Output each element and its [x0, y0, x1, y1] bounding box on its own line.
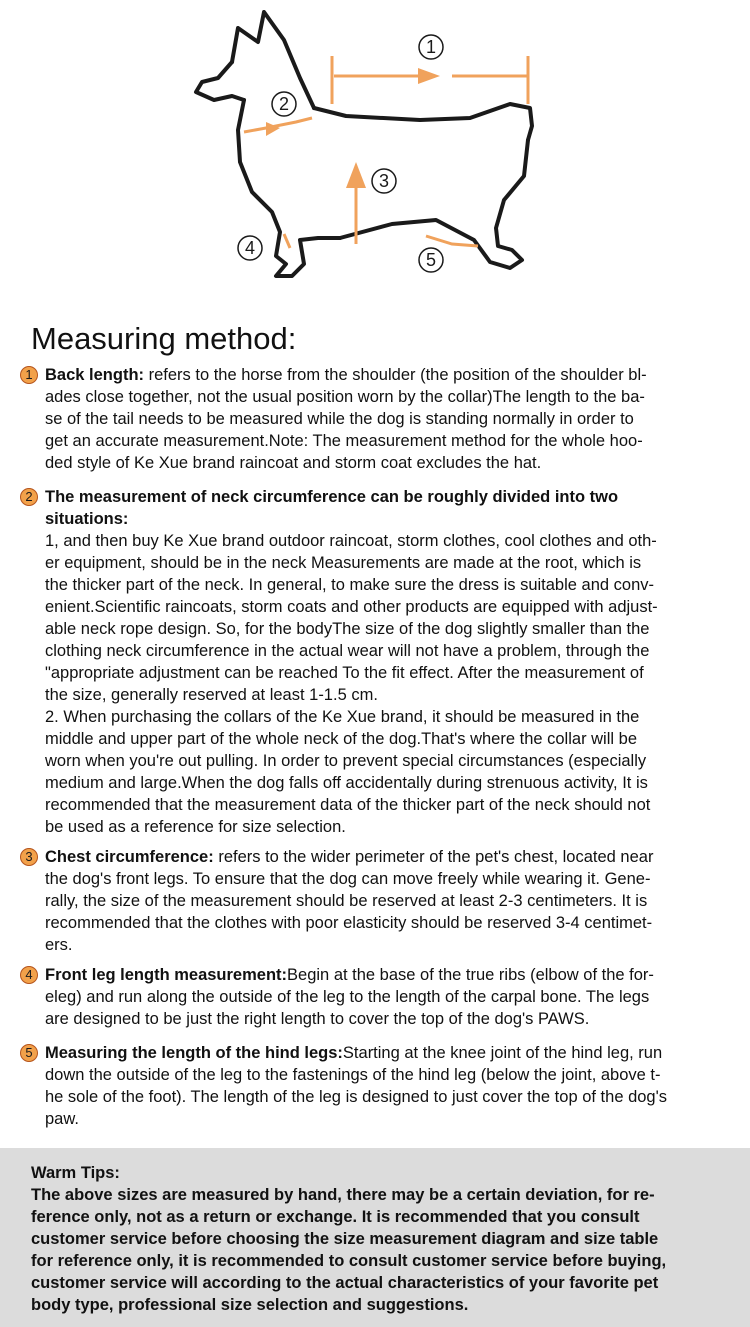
front-leg-line — [284, 234, 290, 248]
neck-line — [244, 118, 312, 132]
diagram-label-4: 4 — [244, 238, 256, 258]
section-text: Front leg length measurement:Begin at the base of the true ribs (elbow of the for- eleg) and run along the outside of the leg to the length of the carpal bone. The legs are designed to be just the right length to cover the top of the dog's PAWS. — [45, 966, 654, 1028]
section-title: Front leg length measurement: — [45, 966, 288, 984]
dog-measurement-diagram — [0, 0, 750, 300]
warm-tips-title: Warm Tips: — [31, 1164, 120, 1182]
section-text: Measuring the length of the hind legs:Starting at the knee joint of the hind leg, run down the outside of the leg to the fastenings of the hind leg (below the joint, above t- he sole of the foot). The length of the leg is designed to just cover the top of the dog's paw. — [45, 1044, 668, 1128]
section-title: The measurement of neck circumference can be roughly divided into two situations: — [45, 488, 619, 528]
section-front-leg-length — [20, 964, 728, 1030]
number-badge-5: 5 — [20, 1044, 38, 1062]
chest-arrowhead — [346, 162, 366, 188]
section-text: Back length: refers to the horse from the shoulder (the position of the shoulder bl- ades close together, not the usual position worn by the collar)The length to the ba- se of the tail needs to be measured while the dog is standing normally in order to get an accurate measurement.Note: The measurement method for the whole hoo- ded style of Ke Xue brand raincoat and storm coat excludes the hat. — [45, 366, 647, 472]
diagram-label-3: 3 — [378, 171, 390, 191]
section-text: The measurement of neck circumference can be roughly divided into two situations: 1, and then buy Ke Xue brand outdoor raincoat, storm clothes, cool clothes and oth- er equipment, should be in the neck Measurements are made at the root, which is the thicker part of the neck. In general, to make sure the dress is suitable and conv- enient.Scientific raincoats, storm coats and other products are equipped with adjust- able neck rope design. So, for the bodyThe size of the dog slightly smaller than the clothing neck circumference in the actual wear will not have a problem, through the "appropriate adjustment can be reached To the fit effect. After the measurement of the size, generally reserved at least 1-1.5 cm. 2. When purchasing the collars of the Ke Xue brand, it should be measured in the middle and upper part of the whole neck of the dog.That's where the collar will be worn when you're out pulling. In order to prevent special circumstances (especially medium and large.When the dog falls off accidentally during strenuous activity, It is recommended that the measurement data of the thicker part of the neck should not be used as a reference for size selection. — [45, 488, 658, 836]
section-title: Chest circumference: — [45, 848, 214, 866]
arrow-heads — [266, 68, 440, 188]
diagram-label-5: 5 — [425, 250, 437, 270]
warm-tips-box — [0, 1148, 750, 1327]
number-badge-3: 3 — [20, 848, 38, 866]
diagram-label-2: 2 — [278, 94, 290, 114]
number-badge-4: 4 — [20, 966, 38, 984]
section-hind-leg-length — [20, 1042, 728, 1130]
section-title: Measuring the length of the hind legs: — [45, 1044, 343, 1062]
warm-tips-text: The above sizes are measured by hand, there may be a certain deviation, for re- ference only, not as a return or exchange. It is recommended that you consult customer service before choosing the size measurement diagram and size table for reference only, it is recommended to consult customer service before buying, customer service will according to the actual characteristics of your favorite pet body type, professional size selection and suggestions. — [31, 1186, 667, 1314]
number-badge-2: 2 — [20, 488, 38, 506]
section-chest-circumference — [20, 846, 728, 956]
section-title: Back length: — [45, 366, 145, 384]
back-length-arrowhead — [418, 68, 440, 84]
page-title: Measuring method: — [31, 321, 297, 356]
measurement-arrows — [244, 56, 528, 248]
section-back-length — [20, 364, 728, 474]
section-text: Chest circumference: refers to the wider perimeter of the pet's chest, located near the dog's front legs. To ensure that the dog can move freely while wearing it. Gene- rally, the size of the measurement should be reserved at least 2-3 centimeters. It is recommended that the clothes with poor elasticity should be reserved 3-4 centimet- ers. — [45, 848, 654, 954]
diagram-label-1: 1 — [425, 37, 437, 57]
number-badge-1: 1 — [20, 366, 38, 384]
section-neck-circumference — [20, 486, 728, 838]
